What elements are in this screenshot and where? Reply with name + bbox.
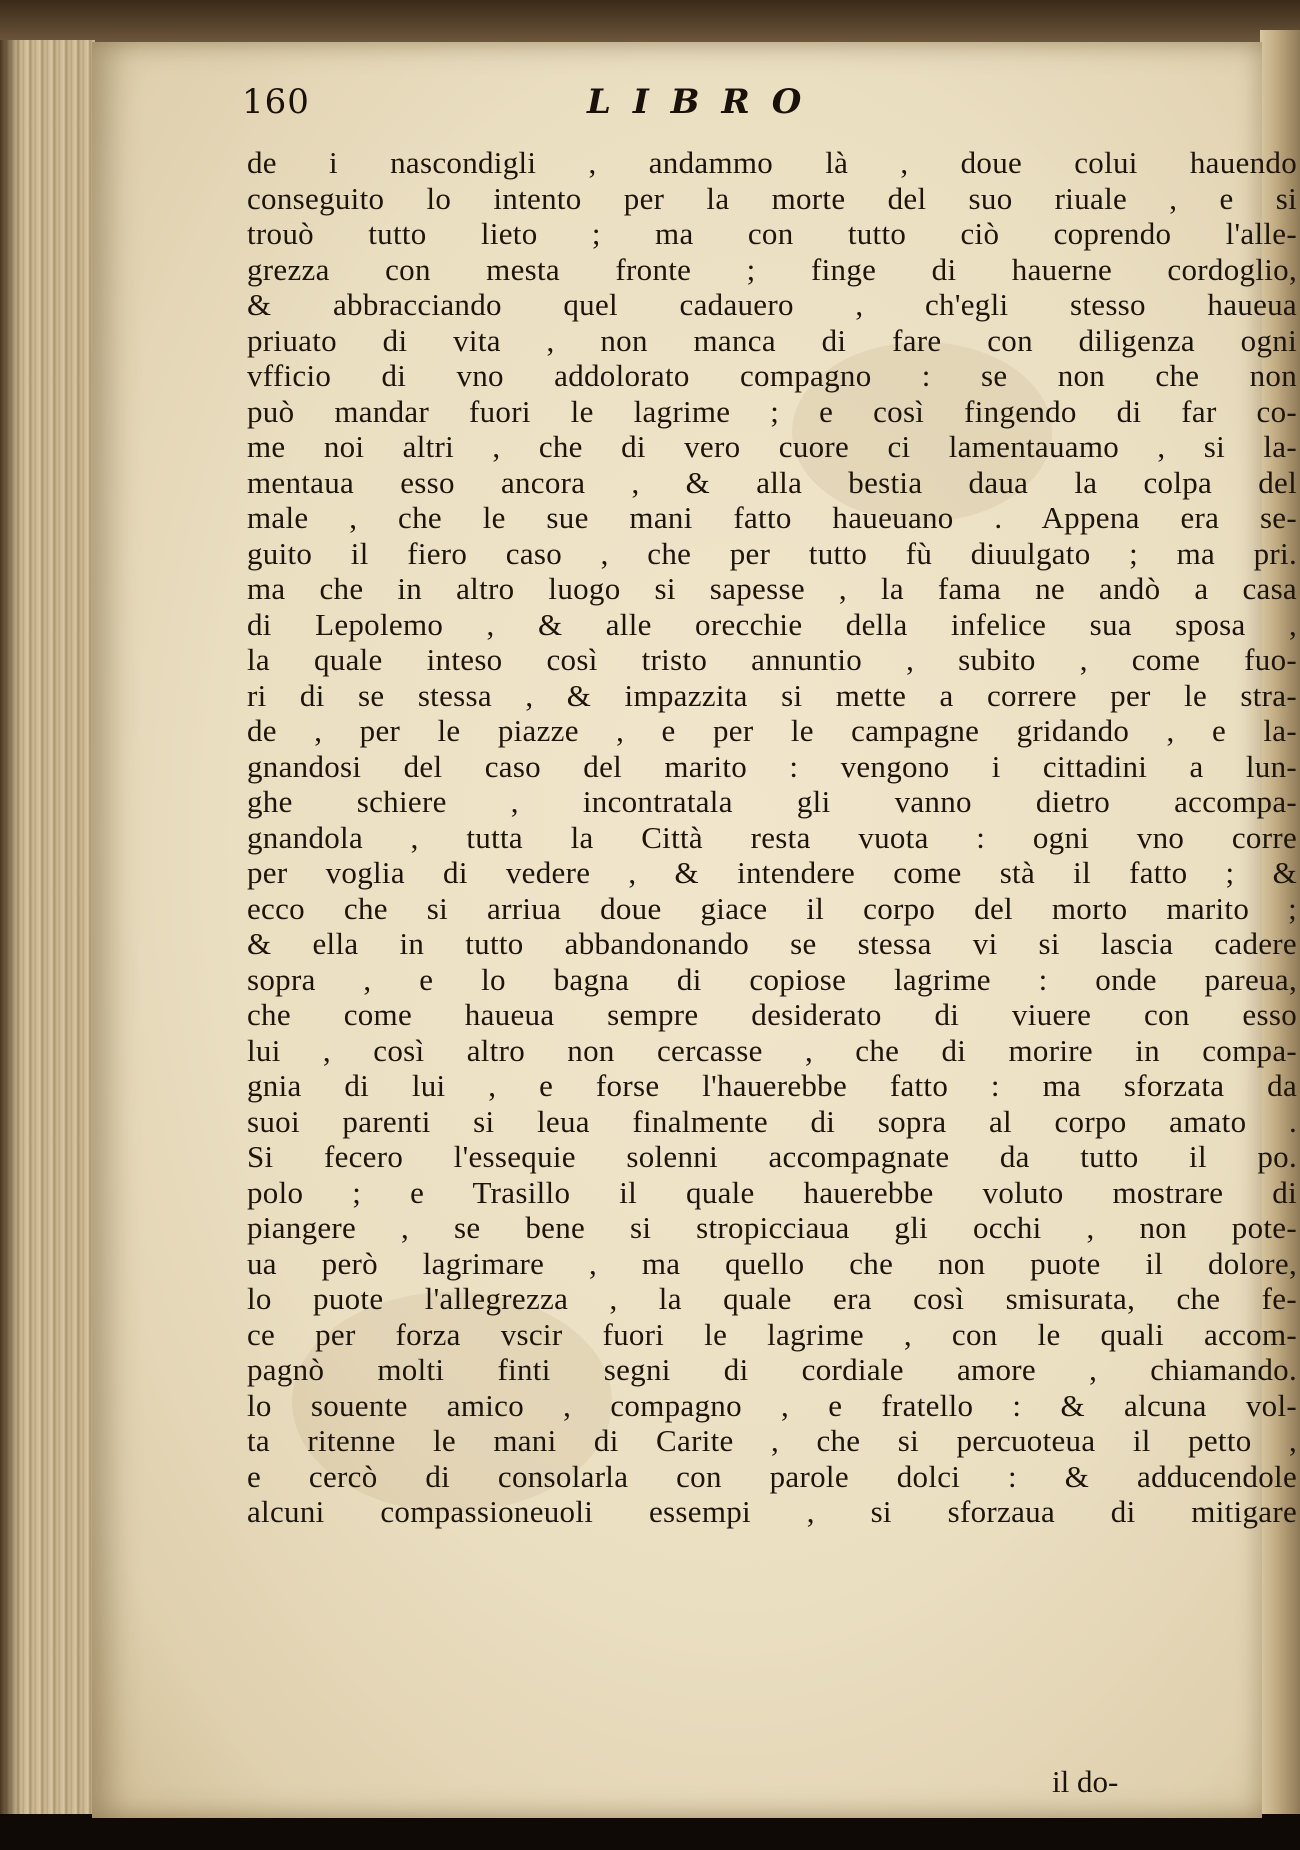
printed-page: [92, 42, 1297, 1818]
text-line: può mandar fuori le lagrime ; e così fingendo di far co-: [247, 393, 1297, 429]
text-line: sopra , e lo bagna di copiose lagrime : onde pareua,: [247, 961, 1297, 997]
text-line: vfficio di vno addolorato compagno : se non che non: [247, 358, 1297, 393]
text-line: conseguito lo intento per la morte del suo riuale , e si: [247, 180, 1297, 216]
text-line: ri di se stessa , & impazzita si mette a correre per le stra-: [247, 677, 1297, 713]
page-number: 160: [242, 82, 310, 122]
text-line: & ella in tutto abbandonando se stessa vi si lascia cadere: [247, 926, 1297, 961]
catchword: il do-: [1052, 1764, 1119, 1799]
text-line: e cercò di consolarla con parole dolci : & adducendole: [247, 1458, 1297, 1494]
text-line: che come haueua sempre desiderato di viuere con esso: [247, 997, 1297, 1032]
text-line: di Lepolemo , & alle orecchie della infelice sua sposa ,: [247, 606, 1297, 642]
background-top: [0, 0, 1300, 42]
text-line: ua però lagrimare , ma quello che non puote il dolore,: [247, 1245, 1297, 1281]
text-line: per voglia di vedere , & intendere come stà il fatto ; &: [247, 855, 1297, 890]
text-line: lo souente amico , compagno , e fratello : & alcuna vol-: [247, 1387, 1297, 1423]
text-line: lo puote l'allegrezza , la quale era così smisurata, che fe-: [247, 1281, 1297, 1316]
text-line: ghe schiere , incontratala gli vanno dietro accompa-: [247, 784, 1297, 819]
text-line: grezza con mesta fronte ; finge di hauerne cordoglio,: [247, 251, 1297, 287]
background-bottom: [0, 1814, 1300, 1850]
text-line: guito il fiero caso , che per tutto fù diuulgato ; ma pri.: [247, 535, 1297, 571]
text-line: pagnò molti finti segni di cordiale amore , chiamando.: [247, 1352, 1297, 1387]
text-line: male , che le sue mani fatto haueuano . Appena era se-: [247, 500, 1297, 535]
text-line: la quale inteso così tristo annuntio , subito , come fuo-: [247, 642, 1297, 677]
text-line: polo ; e Trasillo il quale hauerebbe voluto mostrare di: [247, 1174, 1297, 1210]
text-line: mentaua esso ancora , & alla bestia daua la colpa del: [247, 464, 1297, 500]
running-head: [92, 82, 1262, 132]
text-line: trouò tutto lieto ; ma con tutto ciò coprendo l'alle-: [247, 216, 1297, 251]
body-text: [247, 145, 1297, 1530]
page-heading: LIBRO: [587, 82, 824, 122]
text-line: ta ritenne le mani di Carite , che si percuoteua il petto ,: [247, 1423, 1297, 1458]
text-line: de , per le piazze , e per le campagne gridando , e la-: [247, 713, 1297, 748]
text-line: gnandola , tutta la Città resta vuota : ogni vno corre: [247, 819, 1297, 855]
text-line: ma che in altro luogo si sapesse , la fama ne andò a casa: [247, 571, 1297, 606]
text-line: suoi parenti si leua finalmente di sopra al corpo amato .: [247, 1103, 1297, 1139]
binding-shadow: [0, 40, 20, 1820]
text-line: Si fecero l'essequie solenni accompagnate da tutto il po.: [247, 1139, 1297, 1174]
text-line: priuato di vita , non manca di fare con diligenza ogni: [247, 322, 1297, 358]
text-line: alcuni compassioneuoli essempi , si sforzaua di mitigare: [247, 1494, 1297, 1529]
text-line: ce per forza vscir fuori le lagrime , con le quali accom-: [247, 1316, 1297, 1352]
text-line: piangere , se bene si stropicciaua gli occhi , non pote-: [247, 1210, 1297, 1245]
text-line: & abbracciando quel cadauero , ch'egli stesso haueua: [247, 287, 1297, 322]
text-line: ecco che si arriua doue giace il corpo del morto marito ;: [247, 890, 1297, 926]
text-line: gnandosi del caso del marito : vengono i cittadini a lun-: [247, 748, 1297, 784]
text-line: gnia di lui , e forse l'hauerebbe fatto : ma sforzata da: [247, 1068, 1297, 1103]
text-line: me noi altri , che di vero cuore ci lamentauamo , si la-: [247, 429, 1297, 464]
text-line: lui , così altro non cercasse , che di morire in compa-: [247, 1032, 1297, 1068]
text-line: de i nascondigli , andammo là , doue colui hauendo: [247, 145, 1297, 180]
